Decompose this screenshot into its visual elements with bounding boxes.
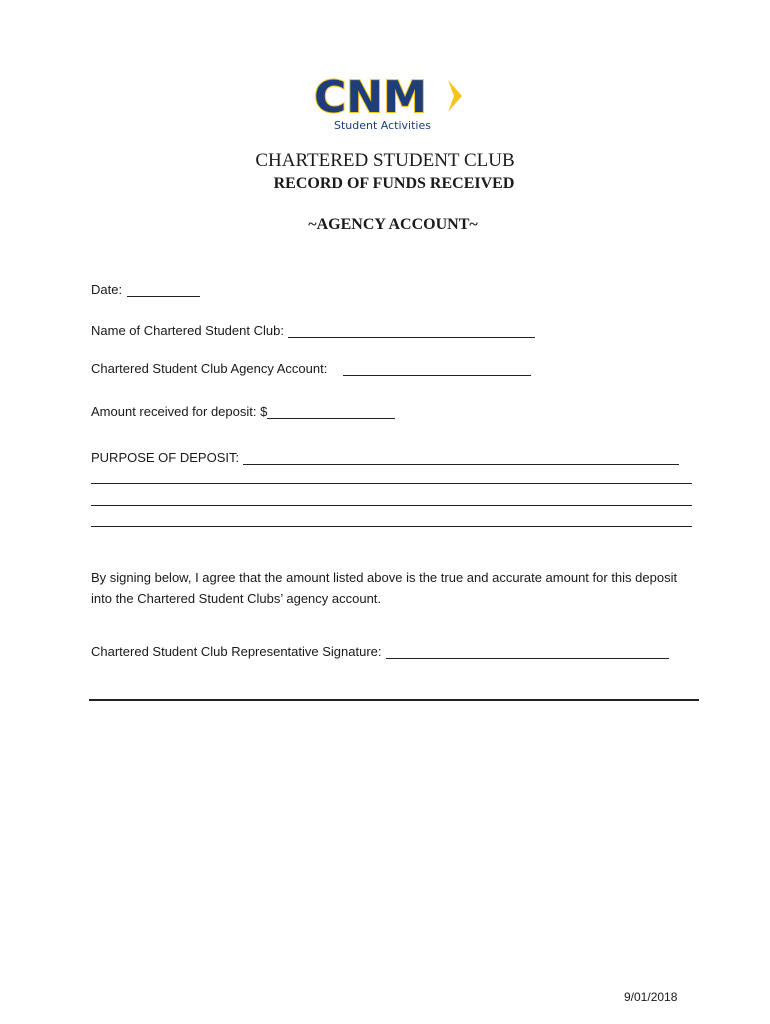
amount-blank[interactable] xyxy=(267,406,395,419)
account-type-heading: ~AGENCY ACCOUNT~ xyxy=(308,216,478,233)
agency-account-label: Chartered Student Club Agency Account: xyxy=(91,361,328,376)
logo-wordmark: CNM xyxy=(314,72,427,123)
club-name-label: Name of Chartered Student Club: xyxy=(91,323,284,338)
document-title: CHARTERED STUDENT CLUB xyxy=(255,150,515,171)
date-label: Date: xyxy=(91,282,123,297)
revision-date: 9/01/2018 xyxy=(624,990,678,1004)
document-subtitle: RECORD OF FUNDS RECEIVED xyxy=(273,175,515,192)
purpose-label: PURPOSE OF DEPOSIT: xyxy=(91,450,240,465)
agency-account-field xyxy=(91,361,531,376)
section-divider xyxy=(89,699,699,701)
cnm-logo xyxy=(312,72,472,134)
purpose-blank-line-2[interactable] xyxy=(91,483,692,484)
logo-subtitle: Student Activities xyxy=(334,119,431,132)
purpose-field xyxy=(91,450,679,465)
club-name-blank[interactable] xyxy=(288,325,535,338)
signature-label: Chartered Student Club Representative Signature: xyxy=(91,644,382,659)
agreement-statement: By signing below, I agree that the amount listed above is the true and accurate amount for this deposit into the Chartered Student Clubs’ agency account. xyxy=(91,570,678,606)
date-field xyxy=(91,282,200,297)
amount-field xyxy=(91,404,395,419)
club-name-field xyxy=(91,323,535,338)
signature-blank[interactable] xyxy=(386,646,669,659)
agency-account-blank[interactable] xyxy=(343,363,531,376)
purpose-blank-line-4[interactable] xyxy=(91,526,692,527)
date-blank[interactable] xyxy=(127,284,200,297)
purpose-blank-line-1[interactable] xyxy=(243,452,679,465)
signature-field xyxy=(91,644,669,659)
amount-label: Amount received for deposit: $ xyxy=(91,404,268,419)
purpose-blank-line-3[interactable] xyxy=(91,505,692,506)
cnm-logo-graphic xyxy=(312,72,472,134)
